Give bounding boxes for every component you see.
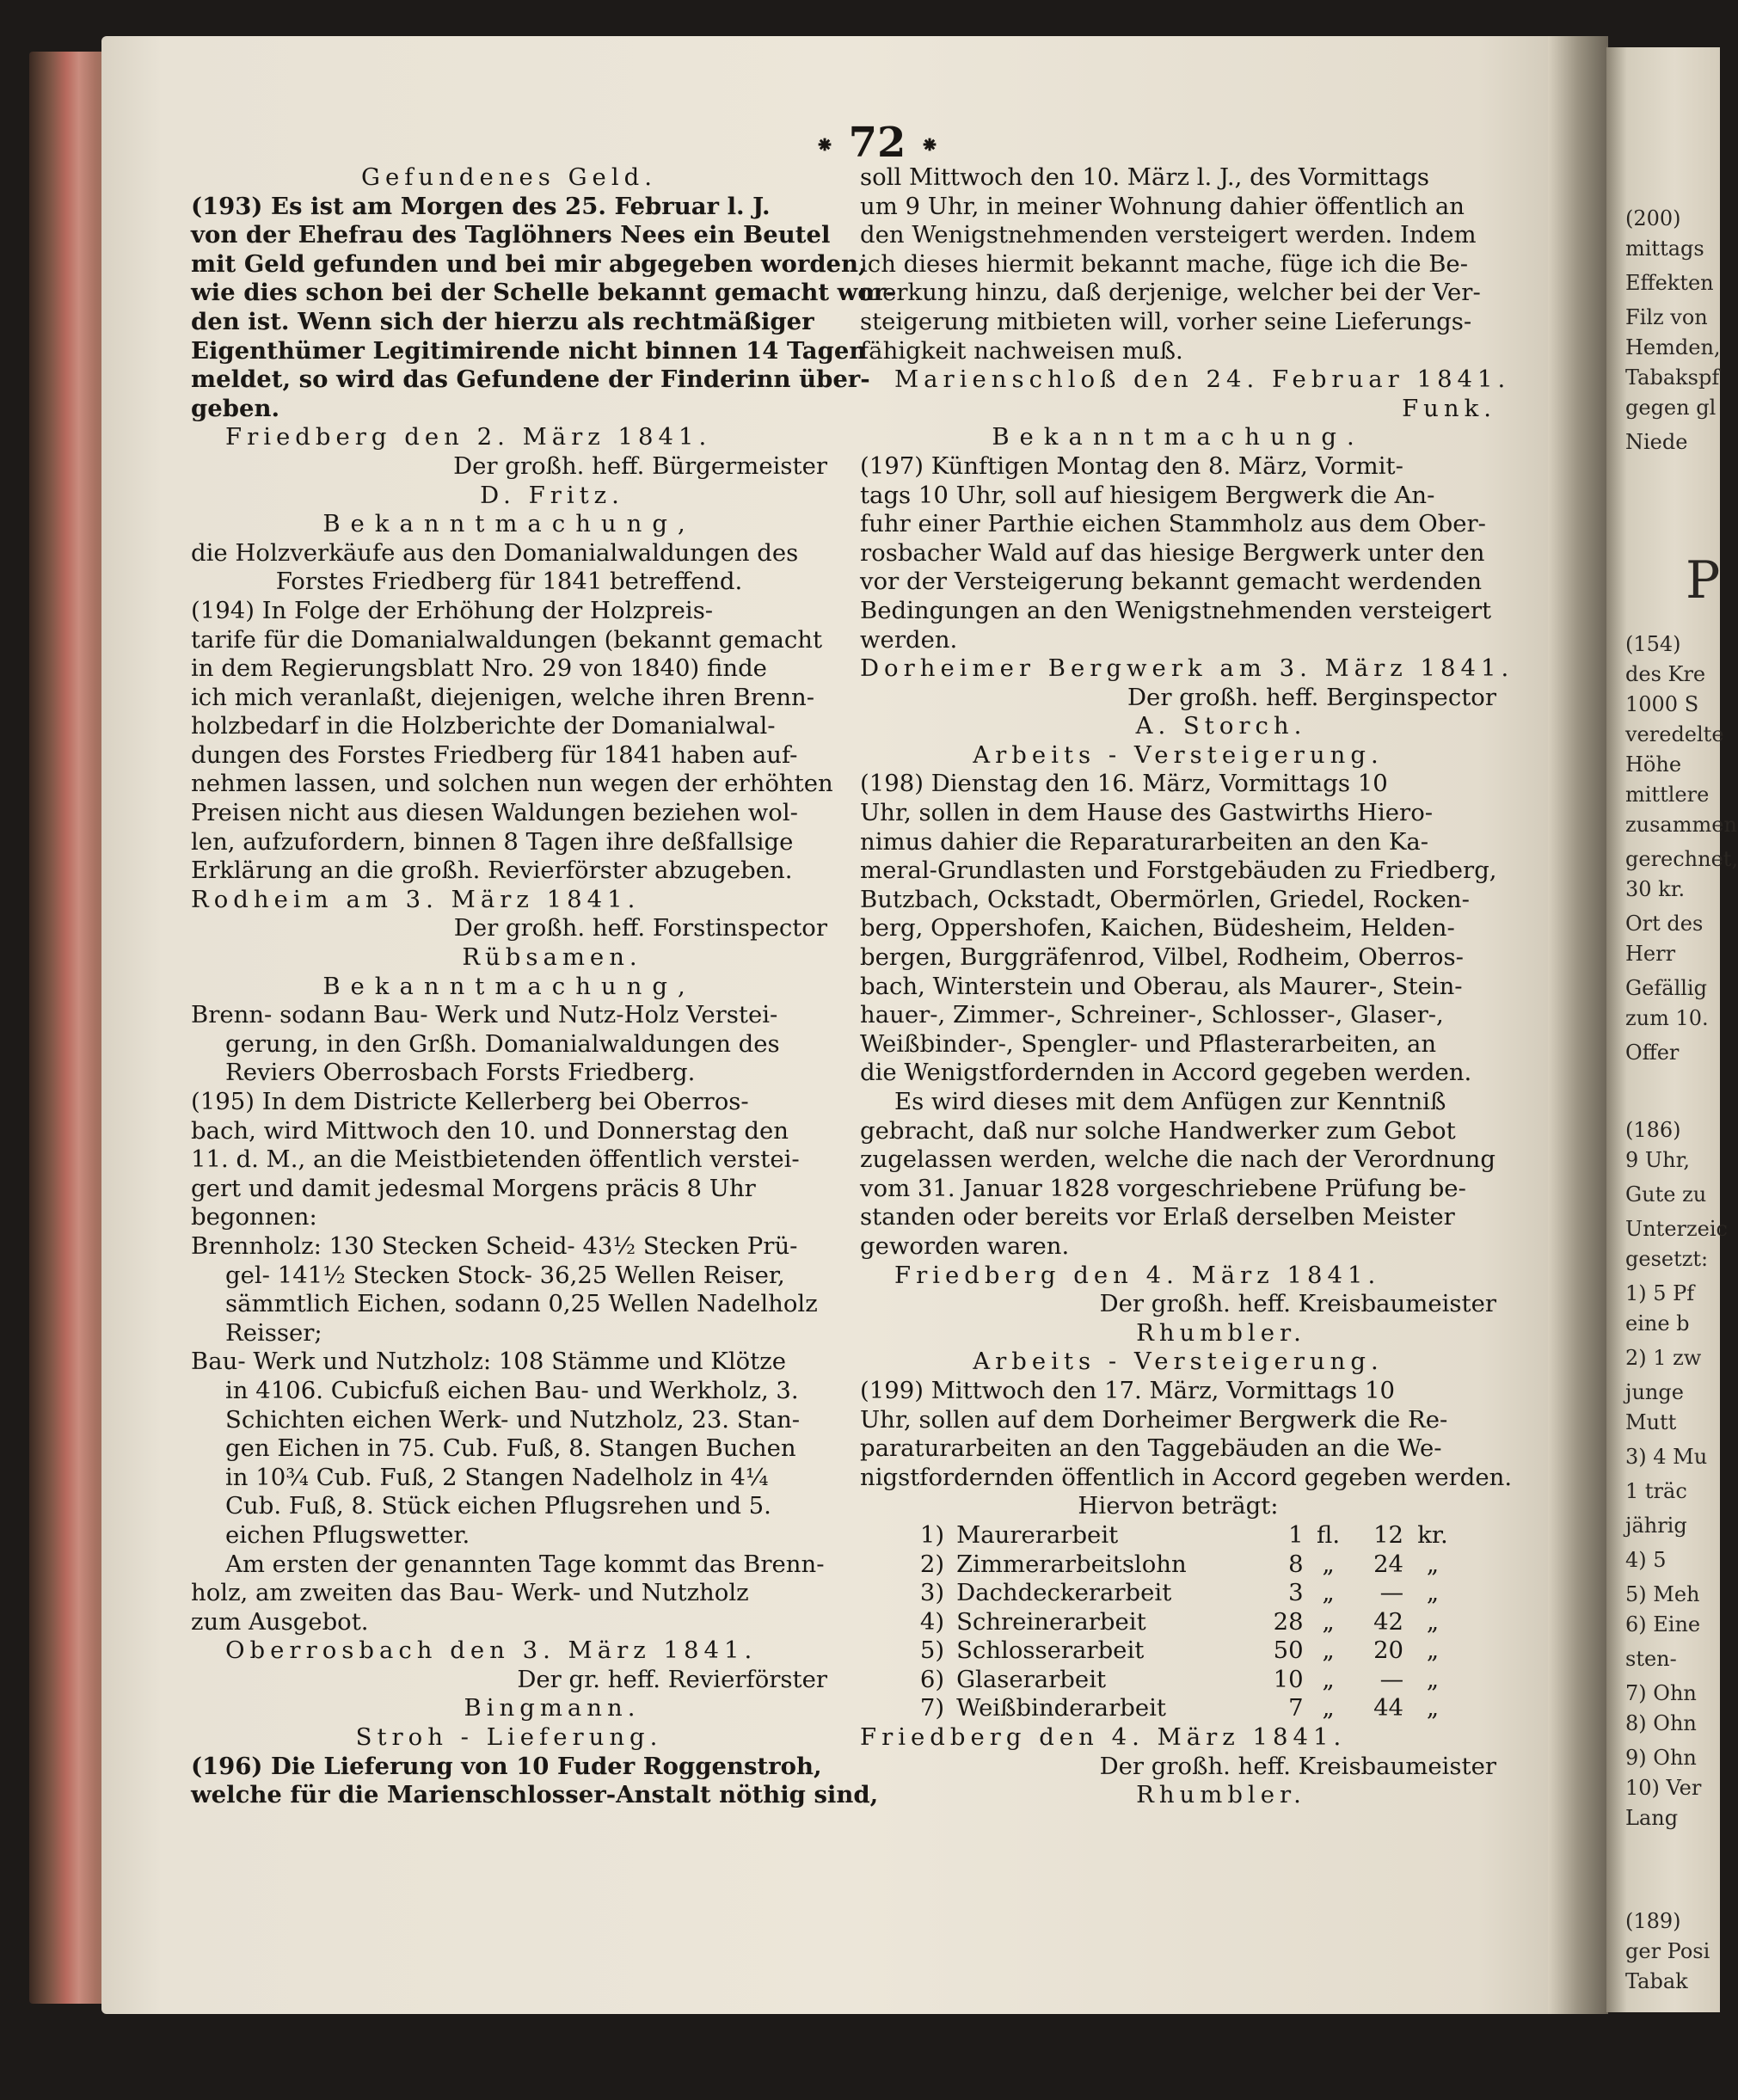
text-line: steigerung mitbieten will, vorher seine Lieferungs- [860, 307, 1472, 335]
right-page-fragment: Hemden, [1625, 335, 1721, 359]
text-line: Der großh. heff. Bürgermeister [453, 451, 827, 480]
right-page-fragment: junge [1625, 1380, 1684, 1404]
text-line: len, aufzufordern, binnen 8 Tagen ihre deßfallsige [191, 827, 794, 856]
price-cell: 42 [1373, 1607, 1404, 1636]
book-gutter [1548, 36, 1608, 2014]
text-line: Friedberg den 4. März 1841. [860, 1723, 1347, 1752]
price-cell: kr. [1417, 1520, 1448, 1549]
right-page-fragment: 9 Uhr, [1625, 1148, 1691, 1172]
text-line: Arbeits - Versteigerung. [973, 740, 1384, 769]
text-line: Cub. Fuß, 8. Stück eichen Pflugsrehen und 5. [225, 1492, 771, 1520]
text-line: D. Fritz. [480, 481, 624, 509]
price-cell: „ [1426, 1607, 1440, 1636]
text-line: Rübsamen. [462, 943, 642, 972]
text-line: Brennholz: 130 Stecken Scheid- 43½ Stecken Prü- [191, 1231, 798, 1260]
right-page-fragment: Niede [1625, 430, 1688, 454]
price-cell: „ [1426, 1665, 1440, 1693]
text-line: paraturarbeiten an den Taggebäuden an die We- [860, 1434, 1442, 1463]
text-line: vor der Versteigerung bekannt gemacht werdenden [860, 568, 1483, 596]
right-page-fragment: (186) [1625, 1118, 1681, 1142]
text-line: berg, Oppershofen, Kaichen, Büdesheim, Helden- [860, 914, 1455, 943]
price-cell: „ [1322, 1607, 1335, 1636]
price-row [894, 1608, 1462, 1637]
price-cell: Weißbinderarbeit [956, 1694, 1166, 1722]
price-cell: Dachdeckerarbeit [956, 1579, 1172, 1607]
text-line: Arbeits - Versteigerung. [973, 1348, 1384, 1376]
price-cell: 12 [1373, 1520, 1404, 1549]
text-line: Erklärung an die großh. Revierförster abzugeben. [191, 857, 793, 885]
text-line: gel- 141½ Stecken Stock- 36,25 Wellen Reiser, [225, 1261, 785, 1289]
text-line: (199) Mittwoch den 17. März, Vormittags 10 [860, 1376, 1396, 1404]
price-cell: „ [1426, 1636, 1440, 1665]
right-page-fragment: Ort des [1625, 912, 1704, 936]
text-line: Oberrosbach den 3. März 1841. [225, 1636, 758, 1665]
right-page-fragment: mittags [1625, 236, 1704, 261]
text-line: hauer-, Zimmer-, Schreiner-, Schlosser-, Glaser-, [860, 1001, 1444, 1029]
price-cell: „ [1426, 1550, 1440, 1578]
text-line: Preisen nicht aus diesen Waldungen beziehen wol- [191, 799, 798, 827]
text-line: vom 31. Januar 1828 vorgeschriebene Prüfung be- [860, 1174, 1466, 1202]
price-cell: „ [1426, 1579, 1440, 1607]
price-cell: Zimmerarbeitslohn [956, 1550, 1187, 1578]
right-page-fragment: 1 träc [1625, 1479, 1687, 1503]
price-cell: „ [1322, 1665, 1335, 1693]
text-line: Schichten eichen Werk- und Nutzholz, 23. Stan- [225, 1405, 801, 1434]
right-page-fragment: 30 kr. [1625, 877, 1686, 901]
price-cell: Schreinerarbeit [956, 1607, 1146, 1636]
left-column [191, 163, 896, 1810]
text-line: Eigenthümer Legitimirende nicht binnen 14 Tagen [191, 336, 867, 365]
text-line: Der großh. heff. Kreisbaumeister [1099, 1290, 1496, 1318]
right-page-fragment: Gute zu [1625, 1182, 1707, 1207]
text-line: Funk. [1402, 394, 1496, 422]
middle-column [860, 163, 1514, 1810]
price-cell: 28 [1273, 1607, 1304, 1636]
text-line: wie dies schon bei der Schelle bekannt gemacht wor- [191, 279, 896, 307]
right-page-fragment: 1000 S [1625, 692, 1699, 716]
price-cell: 20 [1373, 1636, 1404, 1665]
text-line: tarife für die Domanialwaldungen (bekannt gemacht [191, 625, 823, 654]
page-number: 72 [848, 119, 906, 167]
right-page-fragment: P [1686, 550, 1721, 611]
middle-column-top [860, 163, 1514, 1521]
text-line: in 4106. Cubicfuß eichen Bau- und Werkholz, 3. [225, 1376, 799, 1404]
text-line: merkung hinzu, daß derjenige, welcher bei der Ver- [860, 279, 1481, 307]
price-cell: 24 [1373, 1550, 1404, 1578]
price-cell: „ [1322, 1694, 1335, 1722]
right-page-fragment: Mutt [1625, 1410, 1677, 1434]
price-cell: Schlosserarbeit [956, 1636, 1145, 1665]
text-line: (198) Dienstag den 16. März, Vormittags 10 [860, 770, 1388, 798]
text-line: meldet, so wird das Gefundene der Finderinn über- [191, 365, 870, 394]
right-page-fragment: zusammen [1625, 813, 1737, 837]
text-line: zum Ausgebot. [191, 1607, 369, 1636]
price-cell: 3 [1288, 1579, 1304, 1607]
text-line: Bekanntmachung, [322, 510, 696, 538]
text-line: um 9 Uhr, in meiner Wohnung dahier öffentlich an [860, 192, 1465, 220]
price-cell: 4) [919, 1607, 945, 1636]
text-line: Rhumbler. [1136, 1318, 1306, 1347]
text-line: gen Eichen in 75. Cub. Fuß, 8. Stangen Buchen [225, 1434, 796, 1463]
right-page-fragment: (189) [1625, 1909, 1681, 1933]
text-line: fuhr einer Parthie eichen Stammholz aus dem Ober- [860, 510, 1486, 538]
price-cell: 2) [919, 1550, 945, 1578]
text-line: ich mich veranlaßt, diejenigen, welche ihren Brenn- [191, 683, 815, 711]
text-line: Forstes Friedberg für 1841 betreffend. [275, 568, 743, 596]
price-row [894, 1694, 1462, 1723]
price-cell: 8 [1288, 1550, 1304, 1578]
text-line: sämmtlich Eichen, sodann 0,25 Wellen Nadelholz [225, 1290, 818, 1318]
text-line: gerung, in den Grßh. Domanialwaldungen des [225, 1029, 780, 1058]
price-cell: 44 [1373, 1694, 1404, 1722]
text-line: gebracht, daß nur solche Handwerker zum Gebot [860, 1116, 1456, 1145]
text-line: zugelassen werden, welche die nach der Verordnung [860, 1145, 1495, 1174]
price-row [894, 1521, 1462, 1550]
text-line: bach, wird Mittwoch den 10. und Donnerstag den [191, 1116, 789, 1145]
right-page-fragment: Effekten [1625, 271, 1714, 295]
text-line: welche für die Marienschlosser-Anstalt nöthig sind, [191, 1781, 879, 1809]
right-page-fragment: 8) Ohn [1625, 1711, 1697, 1735]
price-cell: 5) [919, 1636, 945, 1665]
text-line: Hiervon beträgt: [1078, 1492, 1279, 1520]
right-page-fragment: gerechnet, [1625, 847, 1738, 871]
text-line: bach, Winterstein und Oberau, als Maurer-, Stein- [860, 972, 1463, 1000]
right-page-fragment: Tabakspf [1625, 365, 1720, 390]
text-line: Der gr. heff. Revierförster [517, 1665, 827, 1693]
text-line: soll Mittwoch den 10. März l. J., des Vormittags [860, 163, 1429, 191]
price-cell: „ [1426, 1694, 1440, 1722]
text-line: Gefundenes Geld. [361, 163, 657, 191]
price-row [894, 1550, 1462, 1580]
text-line: tags 10 Uhr, soll auf hiesigem Bergwerk die An- [860, 481, 1435, 509]
price-cell: 10 [1273, 1665, 1304, 1693]
text-line: den Wenigstnehmenden versteigert werden. Indem [860, 221, 1477, 249]
right-page-fragment: Höhe [1625, 752, 1682, 777]
text-line: fähigkeit nachweisen muß. [860, 336, 1183, 365]
page-header [757, 119, 998, 167]
text-line: Rhumbler. [1136, 1781, 1306, 1809]
text-line: holz, am zweiten das Bau- Werk- und Nutzholz [191, 1579, 749, 1607]
text-line: Weißbinder-, Spengler- und Pflasterarbeiten, an [860, 1029, 1437, 1058]
text-line: (194) In Folge der Erhöhung der Holzpreis- [191, 596, 714, 624]
price-cell: fl. [1317, 1520, 1341, 1549]
right-page-fragment: (154) [1625, 632, 1681, 656]
text-line: 11. d. M., an die Meistbietenden öffentlich verstei- [191, 1145, 800, 1174]
right-page-fragment: zum 10. [1625, 1006, 1709, 1030]
text-line: Stroh - Lieferung. [355, 1723, 663, 1752]
ornament-left-icon: ⁕ [815, 132, 834, 159]
text-line: Dorheimer Bergwerk am 3. März 1841. [860, 654, 1514, 683]
text-line: gert und damit jedesmal Morgens präcis 8 Uhr [191, 1174, 756, 1202]
text-line: meral-Grundlasten und Forstgebäuden zu Friedberg, [860, 857, 1497, 885]
text-line: Reisser; [225, 1318, 322, 1347]
text-line: den ist. Wenn sich der hierzu als rechtmäßiger [191, 307, 814, 335]
right-page-fragment: 6) Eine [1625, 1612, 1701, 1636]
price-cell: 6) [919, 1665, 945, 1693]
text-line: dungen des Forstes Friedberg für 1841 haben auf- [191, 740, 798, 769]
right-page-fragment: 2) 1 zw [1625, 1346, 1702, 1370]
text-line: Es wird dieses mit dem Anfügen zur Kenntniß [894, 1088, 1446, 1115]
right-page-fragment: Herr [1625, 942, 1676, 966]
text-line: Brenn- sodann Bau- Werk und Nutz-Holz Verstei- [191, 1001, 778, 1029]
right-page-fragment: 3) 4 Mu [1625, 1445, 1708, 1469]
text-line: holzbedarf in die Holzberichte der Domanialwal- [191, 712, 776, 740]
price-cell: 7) [919, 1694, 945, 1722]
right-page-fragment: jährig [1625, 1514, 1687, 1538]
price-cell: Maurerarbeit [956, 1520, 1119, 1549]
middle-column-bottom [860, 1723, 1496, 1810]
right-page-fragment: sten- [1625, 1647, 1677, 1671]
text-line: Reviers Oberrosbach Forsts Friedberg. [225, 1059, 696, 1087]
text-line: mit Geld gefunden und bei mir abgegeben worden, [191, 249, 867, 278]
right-page-fragment: eine b [1625, 1311, 1690, 1336]
text-line: geworden waren. [860, 1231, 1070, 1260]
text-line: Uhr, sollen in dem Hause des Gastwirths Hiero- [860, 799, 1434, 827]
price-cell: „ [1322, 1636, 1335, 1665]
price-cell: „ [1322, 1579, 1335, 1607]
text-line: Bekanntmachung, [322, 972, 696, 1000]
right-page-fragment: 7) Ohn [1625, 1681, 1697, 1705]
ornament-right-icon: ⁕ [920, 132, 939, 159]
text-line: Bingmann. [464, 1694, 641, 1722]
price-cell: Glaserarbeit [956, 1665, 1107, 1693]
text-line: Der großh. heff. Forstinspector [453, 914, 827, 943]
text-line: begonnen: [191, 1203, 317, 1231]
right-page-fragment: mittlere [1625, 783, 1710, 807]
price-cell: — [1379, 1665, 1404, 1693]
right-page-fragment: (200) [1625, 206, 1681, 230]
text-line: (197) Künftigen Montag den 8. März, Vormit- [860, 451, 1403, 480]
text-line: standen oder bereits vor Erlaß derselben Meister [860, 1203, 1455, 1231]
text-line: Bedingungen an den Wenigstnehmenden versteigert [860, 596, 1492, 624]
text-line: Uhr, sollen auf dem Dorheimer Bergwerk die Re- [860, 1405, 1448, 1434]
text-line: eichen Pflugswetter. [225, 1520, 470, 1549]
text-line: die Holzverkäufe aus den Domanialwaldungen des [191, 538, 799, 567]
price-cell: 7 [1288, 1694, 1304, 1722]
price-cell: 1) [919, 1520, 945, 1549]
text-line: Friedberg den 2. März 1841. [225, 423, 712, 451]
text-line: Am ersten der genannten Tage kommt das Brenn- [225, 1550, 825, 1578]
text-line: Der großh. heff. Berginspector [1127, 683, 1496, 711]
right-page-fragment: veredelte [1625, 722, 1724, 746]
right-page-fragment: Lang [1625, 1806, 1679, 1830]
text-line: (195) In dem Districte Kellerberg bei Oberros- [191, 1088, 749, 1115]
price-row [894, 1579, 1462, 1608]
right-page-fragment: ger Posi [1625, 1939, 1710, 1963]
text-line: Rodheim am 3. März 1841. [191, 885, 641, 913]
price-cell: „ [1322, 1550, 1335, 1578]
text-line: Bau- Werk und Nutzholz: 108 Stämme und Klötze [191, 1348, 786, 1376]
text-line: nigstfordernden öffentlich in Accord gegeben werden. [860, 1463, 1513, 1491]
price-cell: 1 [1288, 1520, 1304, 1549]
text-line: (196) Die Lieferung von 10 Fuder Roggenstroh, [191, 1752, 822, 1780]
text-line: Marienschloß den 24. Februar 1841. [894, 365, 1511, 394]
text-line: von der Ehefrau des Taglöhners Nees ein Beutel [191, 221, 831, 249]
text-line: die Wenigstfordernden in Accord gegeben werden. [860, 1059, 1472, 1087]
text-line: bergen, Burggräfenrod, Vilbel, Rodheim, Oberros- [860, 943, 1464, 972]
right-page-fragment: 10) Ver [1625, 1776, 1702, 1800]
text-line: Butzbach, Ockstadt, Obermörlen, Griedel, Rocken- [860, 885, 1470, 913]
text-line: in dem Regierungsblatt Nro. 29 von 1840) finde [191, 654, 767, 683]
price-cell: 50 [1273, 1636, 1304, 1665]
right-page-fragment: Gefällig [1625, 976, 1707, 1000]
right-page-fragment: Unterzeic [1625, 1217, 1728, 1241]
price-cell: — [1379, 1579, 1404, 1607]
right-page-fragment: 9) Ohn [1625, 1746, 1697, 1770]
right-page-fragment: Filz von [1625, 305, 1708, 329]
text-line: geben. [191, 394, 280, 422]
right-page-fragment: Offer [1625, 1041, 1680, 1065]
right-page-fragment: 5) Meh [1625, 1582, 1700, 1606]
book-edge [29, 52, 112, 2004]
text-line: A. Storch. [1135, 712, 1307, 740]
text-line: werden. [860, 625, 958, 654]
text-line: nimus dahier die Reparaturarbeiten an den Ka- [860, 827, 1429, 856]
right-page-fragment: Tabak [1625, 1969, 1688, 1993]
right-page-fragment: 4) 5 [1625, 1548, 1667, 1572]
right-page-fragment: gegen gl [1625, 396, 1717, 420]
text-line: nehmen lassen, und solchen nun wegen der erhöhten [191, 770, 833, 798]
price-row [894, 1636, 1462, 1666]
text-line: rosbacher Wald auf das hiesige Bergwerk unter den [860, 538, 1485, 567]
price-cell: 3) [919, 1579, 945, 1607]
right-page-fragment: gesetzt: [1625, 1247, 1709, 1271]
text-line: in 10¾ Cub. Fuß, 2 Stangen Nadelholz in 4¼ [225, 1463, 769, 1491]
text-line: Bekanntmachung. [992, 423, 1365, 451]
text-line: Friedberg den 4. März 1841. [894, 1261, 1381, 1289]
price-table [894, 1521, 1462, 1723]
text-line: (193) Es ist am Morgen des 25. Februar l. J. [191, 192, 771, 220]
right-page-fragment: 1) 5 Pf [1625, 1281, 1695, 1305]
price-row [894, 1666, 1462, 1695]
text-line: Der großh. heff. Kreisbaumeister [1099, 1752, 1496, 1780]
right-page-fragment: des Kre [1625, 662, 1706, 686]
text-line: ich dieses hiermit bekannt mache, füge ich die Be- [860, 249, 1468, 278]
